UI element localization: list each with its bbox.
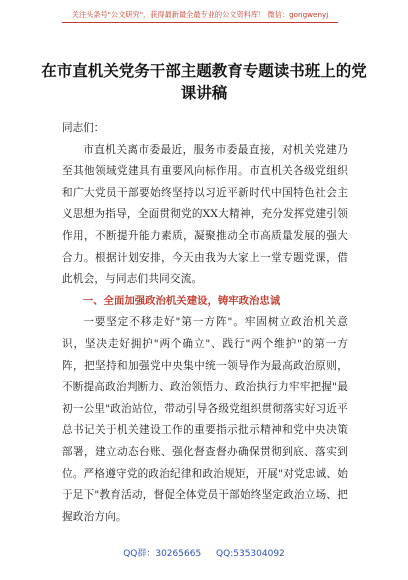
document-title: 在市直机关党务干部主题教育专题读书班上的党课讲稿 xyxy=(41,62,367,102)
header-divider xyxy=(62,22,338,23)
intro-paragraph: 市直机关离市委最近，服务市委最直接，对机关党建乃至其他领域党建具有重要风向标作用。市直机关各级党组织和广大党员干部要始终坚持以习近平新时代中国特色社会主义思想为指导，全面贯彻党的XX大精神，充分发挥党建引领作用，不断提升能力素质，凝聚推动全市高质量发展的强大合力。根据计划安排，今天由我为大家上一堂专题党课，借此机会，与同志们共同交流。 xyxy=(62,143,348,286)
section-paragraph: 一要坚定不移走好"第一方阵"。牢固树立政治机关意识，坚决走好拥护"两个确立"、践行"两个维护"的第一方阵，把坚持和加强党中央集中统一领导作为最高政治原则，不断提高政治判断力、政治领悟力、政治执行力牢牢把握"最初一公里"政治站位，带动引导各级党组织贯彻落实好习近平总书记关于机关建设工作的重要指示批示精神和党中央决策部署，建立动态台账、强化督查督办确保贯彻到底、落实到位。严格遵守党的政治纪律和政治规矩，开展"对党忠诚、始于足下"教育活动，督促全体党员干部始终坚定政治立场、把握政治方向。 xyxy=(62,316,348,523)
footer-qq: QQ:535304092 xyxy=(216,549,285,559)
salutation: 同志们： xyxy=(62,122,105,134)
footer-contact xyxy=(0,546,408,559)
section-heading: 一、全面加强政治机关建设，铸牢政治忠诚 xyxy=(82,294,281,307)
document-body xyxy=(62,118,348,528)
footer-qq-group: QQ群：30265665 xyxy=(123,549,202,559)
header-banner: 关注头条号"公文研究"，获得最新最全最专业的公文资料库！ 微信：gongwenyj xyxy=(71,10,329,19)
